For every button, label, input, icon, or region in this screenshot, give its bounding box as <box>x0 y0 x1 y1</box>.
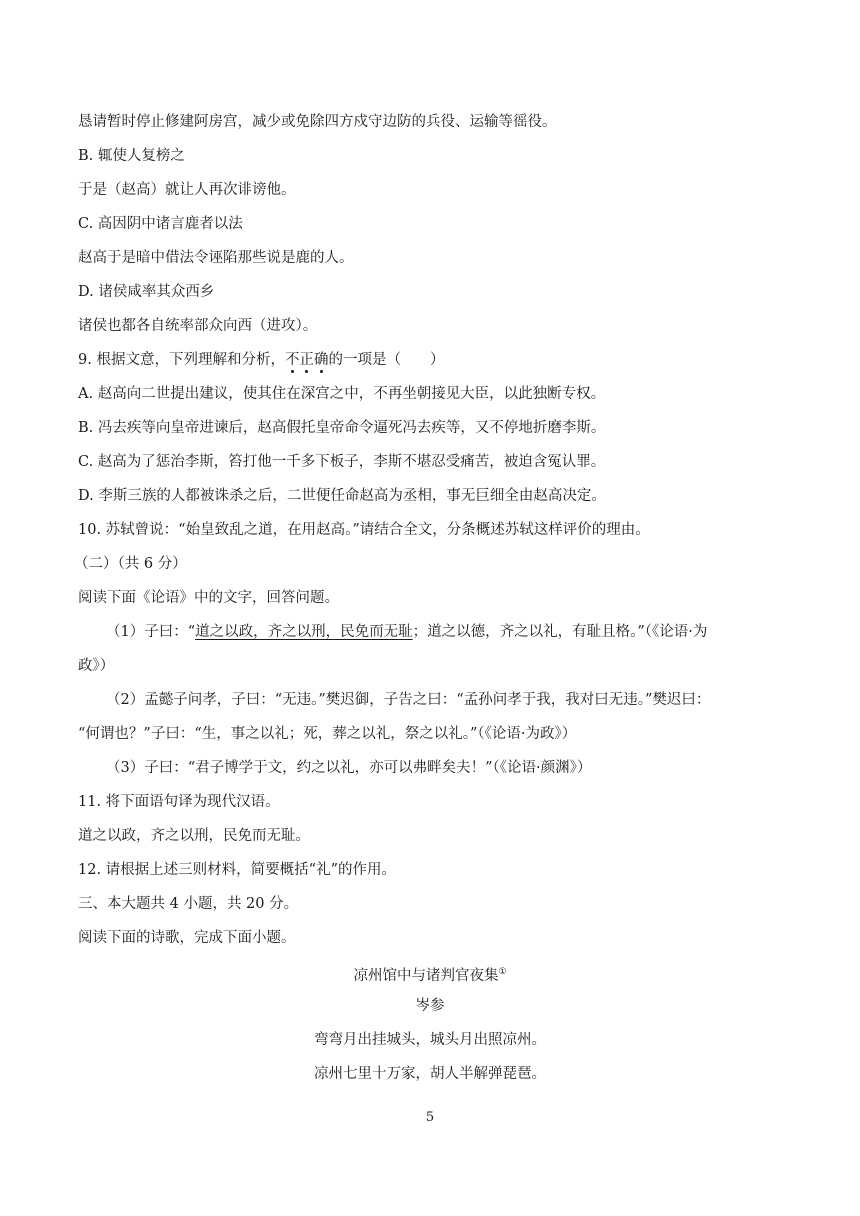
option-b-source: B. 辄使人复榜之 <box>78 148 185 164</box>
passage-text: （1）子曰：“ <box>106 624 196 640</box>
analects-passage-2-cont: “何谓也？”子曰：“生，事之以礼；死，葬之以礼，祭之以礼。”（《论语·为政》） <box>78 726 577 742</box>
analects-passage-2: （2）孟懿子问孝，子曰：“无违。”樊迟御，子告之曰：“孟孙问孝于我，我对曰无违。”樊迟曰： <box>106 692 711 708</box>
question-11: 11. 将下面语句译为现代汉语。 <box>78 794 280 810</box>
q9-option-c: C. 赵高为了惩治李斯，笞打他一千多下板子，李斯不堪忍受痛苦，被迫含冤认罪。 <box>78 454 606 470</box>
emphasis-char: 确 <box>313 352 329 368</box>
q9-option-b: B. 冯去疾等向皇帝进谏后，赵高假托皇帝命令逼死冯去疾等，又不停地折磨李斯。 <box>78 420 606 436</box>
q9-option-a: A. 赵高向二世提出建议，使其住在深宫之中，不再坐朝接见大臣，以此独断专权。 <box>78 386 606 402</box>
section-2-title: （二）（共 6 分） <box>74 556 187 572</box>
option-c-translation: 赵高于是暗中借法令诬陷那些说是鹿的人。 <box>78 250 354 266</box>
translation-line-a: 恳请暂时停止修建阿房宫，减少或免除四方戍守边防的兵役、运输等徭役。 <box>78 114 557 130</box>
question-9-suffix: 的一项是（ ） <box>328 352 445 368</box>
question-9 <box>78 350 788 370</box>
underlined-phrase: 道之以政，齐之以刑，民免而无耻 <box>195 624 413 640</box>
poem-line-1: 弯弯月出挂城头，城头月出照凉州。 <box>314 1032 546 1048</box>
poem-title-text: 凉州馆中与诸判官夜集 <box>353 968 499 984</box>
analects-passage-1-cont: 政》） <box>78 658 115 674</box>
question-11-text: 道之以政，齐之以刑，民免而无耻。 <box>78 828 310 844</box>
section-2-intro: 阅读下面《论语》中的文字，回答问题。 <box>78 590 339 606</box>
option-c-source: C. 高因阴中诸言鹿者以法 <box>78 216 243 232</box>
option-b-translation: 于是（赵高）就让人再次诽谤他。 <box>78 182 296 198</box>
option-d-source: D. 诸侯咸率其众西乡 <box>78 284 215 300</box>
q9-option-d: D. 李斯三族的人都被诛杀之后，二世便任命赵高为丞相，事无巨细全由赵高决定。 <box>78 488 606 504</box>
poem-title <box>0 962 860 986</box>
poem-line-2: 凉州七里十万家，胡人半解弹琵琶。 <box>314 1066 546 1082</box>
page-number: 5 <box>425 1110 435 1125</box>
question-12: 12. 请根据上述三则材料，简要概括“礼”的作用。 <box>78 862 396 878</box>
option-d-translation: 诸侯也都各自统率部众向西（进攻）。 <box>78 318 318 334</box>
poem-author: 岑参 <box>415 998 445 1014</box>
emphasis-char: 正 <box>299 352 314 368</box>
passage-text: ；道之以德，齐之以礼，有耻且格。”（《论语·为 <box>412 624 708 640</box>
section-3-title: 三、本大题共 4 小题，共 20 分。 <box>78 896 299 912</box>
footnote-mark: ① <box>498 967 507 977</box>
question-10: 10. 苏轼曾说：“始皇致乱之道，在用赵高。”请结合全文，分条概述苏轼这样评价的理由。 <box>78 522 650 538</box>
analects-passage-3: （3）子曰：“君子博学于文，约之以礼，亦可以弗畔矣夫！”（《论语·颜渊》） <box>106 760 592 776</box>
section-3-intro: 阅读下面的诗歌，完成下面小题。 <box>78 930 296 946</box>
question-9-prefix: 9. 根据文意，下列理解和分析， <box>78 352 285 368</box>
emphasis-char: 不 <box>284 352 300 368</box>
analects-passage-1 <box>106 622 816 642</box>
